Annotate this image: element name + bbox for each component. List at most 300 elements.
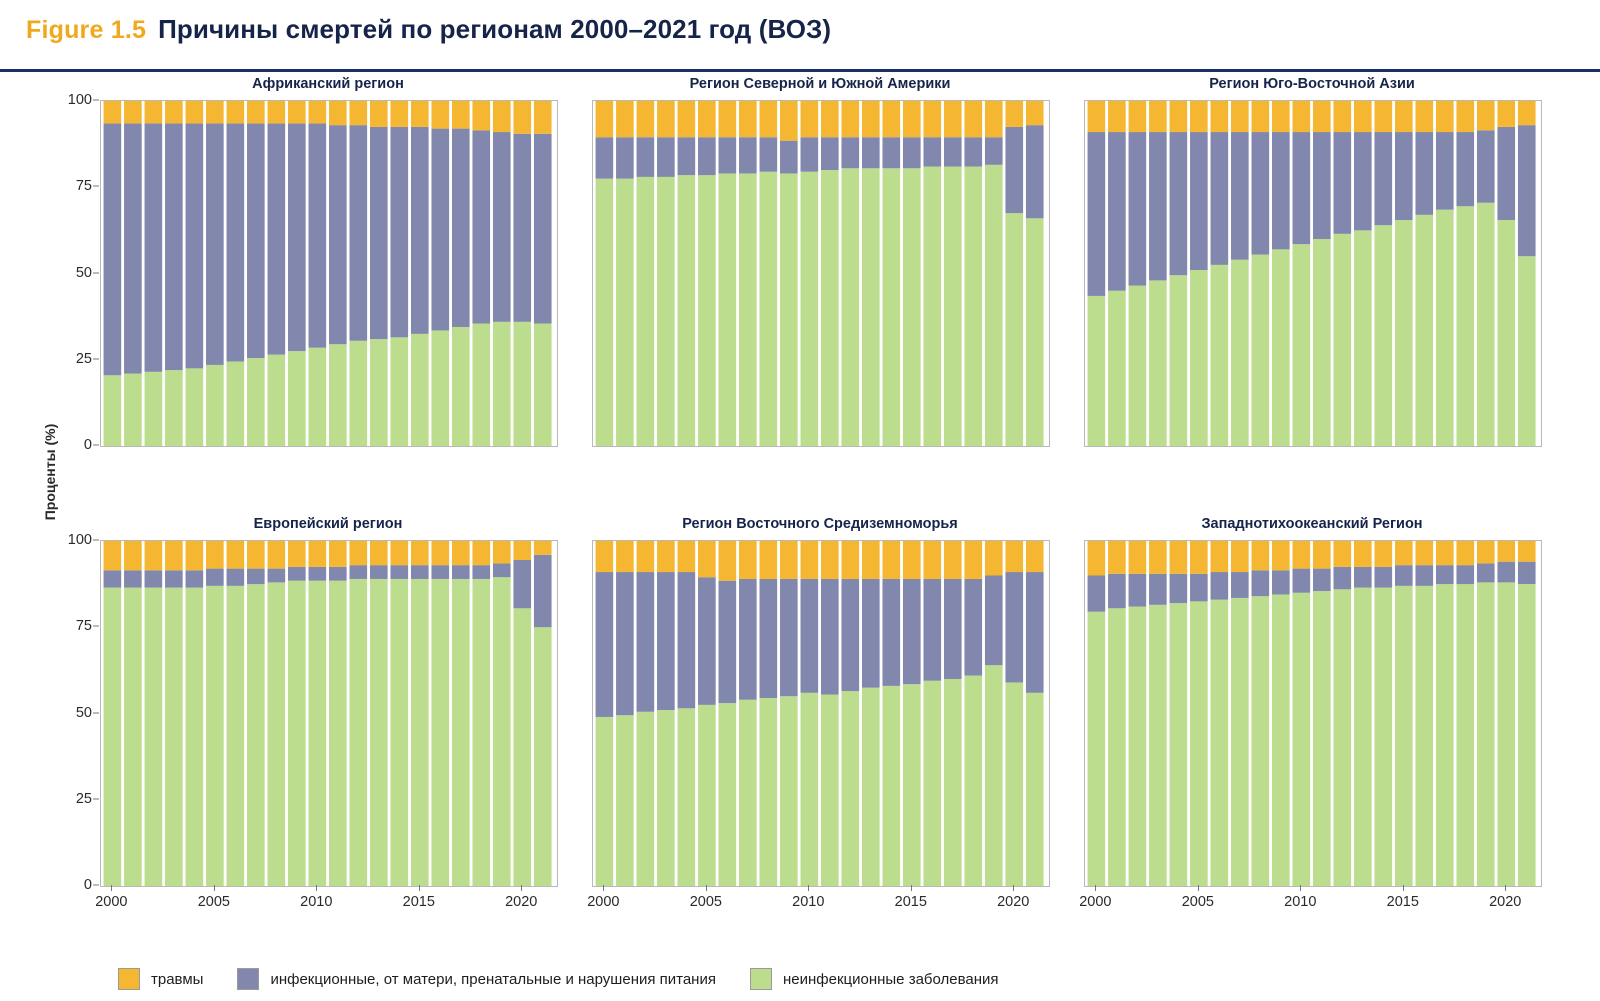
area-segment <box>780 141 798 174</box>
area-segment <box>1170 574 1188 603</box>
chart-panel-title: Западнотихоокеанский Регион <box>1201 516 1423 532</box>
area-segment <box>882 101 900 137</box>
area-segment <box>616 715 634 886</box>
x-axis-tick-mark <box>316 885 317 891</box>
area-segment <box>841 691 859 886</box>
area-segment <box>1518 541 1536 562</box>
area-segment <box>1436 565 1454 584</box>
chart-panel <box>1084 76 1540 445</box>
x-axis-tick-mark <box>1013 885 1014 891</box>
area-segment <box>964 137 982 166</box>
area-segment <box>1026 125 1044 218</box>
chart-plot-area <box>1084 100 1542 447</box>
area-segment <box>390 579 408 886</box>
area-segment <box>165 570 183 587</box>
area-segment <box>719 541 737 581</box>
area-segment <box>452 129 470 327</box>
area-segment <box>596 541 614 572</box>
area-segment <box>862 541 880 579</box>
area-segment <box>1293 593 1311 886</box>
y-axis-tick-label: 0 <box>83 877 92 893</box>
area-segment <box>801 137 819 172</box>
area-segment <box>985 137 1003 165</box>
area-segment <box>513 101 531 134</box>
chart-panel <box>1079 516 1540 910</box>
area-segment <box>1190 601 1208 886</box>
area-segment <box>227 569 245 586</box>
area-segment <box>1497 220 1515 446</box>
legend-item[interactable] <box>237 968 716 990</box>
area-segment <box>1374 567 1392 588</box>
area-segment <box>903 579 921 684</box>
area-segment <box>678 101 696 137</box>
area-segment <box>472 541 490 565</box>
area-segment <box>390 541 408 565</box>
area-segment <box>1354 588 1372 886</box>
area-segment <box>309 567 327 581</box>
area-segment <box>923 541 941 579</box>
area-segment <box>616 137 634 178</box>
area-segment <box>1395 565 1413 586</box>
area-segment <box>944 167 962 446</box>
area-segment <box>370 541 388 565</box>
legend-swatch-icon <box>750 968 772 990</box>
area-segment <box>1129 101 1147 132</box>
area-segment <box>944 137 962 166</box>
area-segment <box>1252 570 1270 596</box>
area-segment <box>411 565 429 579</box>
x-axis-tick-label: 2000 <box>95 894 128 910</box>
area-segment <box>124 588 142 886</box>
area-segment <box>493 577 511 886</box>
y-axis-tick-mark <box>93 100 99 101</box>
area-segment <box>760 698 778 886</box>
area-segment <box>1415 132 1433 215</box>
y-axis-tick-mark <box>93 798 99 799</box>
area-segment <box>390 127 408 337</box>
area-segment <box>411 579 429 886</box>
legend-item[interactable] <box>750 968 999 990</box>
area-segment <box>882 541 900 579</box>
area-segment <box>985 541 1003 576</box>
area-segment <box>801 693 819 886</box>
area-segment <box>431 330 449 446</box>
area-segment <box>431 101 449 129</box>
chart-panel-title: Европейский регион <box>253 516 403 532</box>
area-segment <box>534 627 552 886</box>
area-segment <box>370 339 388 446</box>
area-segment <box>1170 603 1188 886</box>
area-segment <box>657 572 675 710</box>
area-segment <box>616 101 634 137</box>
area-segment <box>616 541 634 572</box>
area-segment <box>1170 132 1188 275</box>
legend-swatch-icon <box>118 968 140 990</box>
area-segment <box>1129 607 1147 886</box>
area-segment <box>390 565 408 579</box>
area-segment <box>186 541 204 570</box>
area-segment <box>513 608 531 886</box>
area-segment <box>1456 206 1474 446</box>
area-segment <box>370 101 388 127</box>
area-segment <box>1005 213 1023 446</box>
area-segment <box>472 579 490 886</box>
area-segment <box>104 375 122 446</box>
chart-plot-area <box>592 540 1050 887</box>
area-segment <box>821 695 839 886</box>
area-segment <box>1252 255 1270 446</box>
area-segment <box>513 322 531 446</box>
area-segment <box>657 541 675 572</box>
area-segment <box>1477 203 1495 446</box>
area-segment <box>1252 101 1270 132</box>
area-segment <box>1497 127 1515 220</box>
area-segment <box>760 172 778 446</box>
area-segment <box>1211 541 1229 572</box>
area-segment <box>923 167 941 446</box>
area-segment <box>1108 608 1126 886</box>
area-segment <box>985 665 1003 886</box>
area-segment <box>452 579 470 886</box>
x-axis-tick-label: 2005 <box>1181 894 1214 910</box>
area-segment <box>186 101 204 123</box>
figure-title: Причины смертей по регионам 2000–2021 год (ВОЗ) <box>158 14 832 44</box>
area-segment <box>186 123 204 368</box>
area-segment <box>964 541 982 579</box>
area-segment <box>452 565 470 579</box>
area-segment <box>1231 132 1249 260</box>
x-axis-tick-label: 2020 <box>1489 894 1522 910</box>
area-segment <box>821 101 839 137</box>
area-segment <box>309 541 327 567</box>
area-segment <box>145 541 163 570</box>
area-segment <box>1272 132 1290 249</box>
area-segment <box>1497 541 1515 562</box>
area-segment <box>1477 101 1495 130</box>
area-segment <box>145 570 163 587</box>
area-segment <box>1272 541 1290 570</box>
area-segment <box>411 541 429 565</box>
area-segment <box>903 137 921 168</box>
area-segment <box>145 588 163 886</box>
legend-item-label: травмы <box>151 970 204 988</box>
x-axis-tick-label: 2000 <box>587 894 620 910</box>
area-segment <box>1108 132 1126 291</box>
x-axis-tick-label: 2015 <box>1386 894 1419 910</box>
area-segment <box>411 127 429 334</box>
area-segment <box>329 344 347 446</box>
area-segment <box>1211 572 1229 600</box>
y-axis-tick-label: 25 <box>75 350 92 367</box>
area-segment <box>678 175 696 446</box>
x-axis-tick-label: 2005 <box>689 894 722 910</box>
area-segment <box>1415 101 1433 132</box>
area-segment <box>247 541 265 569</box>
area-segment <box>1415 215 1433 446</box>
area-segment <box>1354 101 1372 132</box>
area-segment <box>1026 218 1044 446</box>
area-segment <box>186 368 204 446</box>
area-segment <box>1088 541 1106 576</box>
x-axis-tick-mark <box>111 885 112 891</box>
area-segment <box>268 582 286 886</box>
area-segment <box>1456 584 1474 886</box>
area-segment <box>268 569 286 583</box>
area-segment <box>370 579 388 886</box>
area-segment <box>1088 296 1106 446</box>
area-segment <box>472 101 490 130</box>
area-segment <box>780 541 798 579</box>
area-segment <box>698 705 716 886</box>
area-segment <box>1129 132 1147 286</box>
area-segment <box>657 137 675 177</box>
y-axis-tick-label: 75 <box>75 618 92 635</box>
area-segment <box>493 563 511 577</box>
chart-panel-title: Регион Юго-Восточной Азии <box>1209 76 1415 92</box>
area-segment <box>1477 541 1495 563</box>
area-segment <box>329 567 347 581</box>
chart-plot-area <box>100 540 558 887</box>
area-segment <box>390 101 408 127</box>
area-segment <box>1272 570 1290 594</box>
area-segment <box>1456 101 1474 132</box>
area-segment <box>247 584 265 886</box>
area-segment <box>801 541 819 579</box>
chart-plot-area <box>1084 540 1542 887</box>
area-segment <box>739 101 757 137</box>
area-segment <box>493 541 511 563</box>
area-segment <box>719 173 737 446</box>
x-axis-tick-label: 2005 <box>197 894 230 910</box>
area-segment <box>1518 562 1536 584</box>
area-segment <box>780 579 798 696</box>
area-segment <box>923 137 941 166</box>
chart-legend <box>118 968 999 990</box>
area-segment <box>206 569 224 586</box>
area-segment <box>1211 101 1229 132</box>
area-segment <box>1293 101 1311 132</box>
area-segment <box>104 123 122 375</box>
area-segment <box>268 541 286 569</box>
area-segment <box>1088 576 1106 612</box>
area-segment <box>1477 582 1495 886</box>
area-segment <box>1436 132 1454 210</box>
area-segment <box>1313 569 1331 591</box>
legend-item-label: инфекционные, от матери, пренатальные и нарушения питания <box>270 970 716 988</box>
x-axis-tick-label: 2020 <box>997 894 1030 910</box>
area-segment <box>1456 132 1474 206</box>
area-segment <box>1415 565 1433 586</box>
area-segment <box>1354 567 1372 588</box>
area-segment <box>472 565 490 579</box>
area-segment <box>596 137 614 178</box>
area-segment <box>1456 541 1474 565</box>
area-segment <box>247 569 265 585</box>
area-segment <box>227 541 245 569</box>
area-segment <box>534 101 552 134</box>
area-segment <box>1415 541 1433 565</box>
area-segment <box>452 541 470 565</box>
area-segment <box>493 322 511 446</box>
area-segment <box>206 101 224 123</box>
area-segment <box>431 565 449 579</box>
area-segment <box>862 168 880 446</box>
y-axis-tick-mark <box>93 540 99 541</box>
area-segment <box>801 172 819 446</box>
area-segment <box>821 579 839 695</box>
area-segment <box>370 127 388 339</box>
area-segment <box>882 686 900 886</box>
area-segment <box>104 101 122 123</box>
area-segment <box>801 101 819 137</box>
area-segment <box>923 681 941 886</box>
area-segment <box>1374 541 1392 567</box>
area-segment <box>349 341 367 446</box>
area-segment <box>841 137 859 168</box>
y-axis-tick-mark <box>93 712 99 713</box>
x-axis-tick-mark <box>1198 885 1199 891</box>
x-axis-tick-mark <box>706 885 707 891</box>
area-segment <box>288 567 306 581</box>
area-segment <box>288 541 306 567</box>
chart-container <box>0 72 1600 1001</box>
legend-item[interactable] <box>118 968 203 990</box>
area-segment <box>534 134 552 324</box>
area-segment <box>1005 127 1023 213</box>
area-segment <box>145 123 163 371</box>
area-segment <box>493 132 511 322</box>
area-segment <box>760 101 778 137</box>
area-segment <box>760 541 778 579</box>
area-segment <box>698 175 716 446</box>
area-segment <box>1129 286 1147 446</box>
area-segment <box>1333 234 1351 446</box>
area-segment <box>739 541 757 579</box>
chart-panel <box>587 516 1048 910</box>
area-segment <box>637 541 655 572</box>
area-segment <box>719 581 737 703</box>
area-segment <box>472 324 490 446</box>
area-segment <box>841 101 859 137</box>
y-axis-tick-mark <box>93 445 99 446</box>
y-axis-tick-mark <box>93 358 99 359</box>
area-segment <box>1252 132 1270 254</box>
y-axis-tick-label: 50 <box>75 264 92 281</box>
area-segment <box>227 361 245 446</box>
area-segment <box>534 324 552 446</box>
x-axis-tick-label: 2010 <box>300 894 333 910</box>
y-axis-tick-mark <box>93 272 99 273</box>
area-segment <box>944 101 962 137</box>
area-segment <box>1088 132 1106 296</box>
x-axis-tick-mark <box>521 885 522 891</box>
area-segment <box>678 137 696 175</box>
area-segment <box>964 101 982 137</box>
chart-panel <box>67 76 556 453</box>
chart-panel <box>67 516 556 910</box>
area-segment <box>1395 220 1413 446</box>
x-axis-tick-label: 2020 <box>505 894 538 910</box>
area-segment <box>596 179 614 446</box>
area-segment <box>288 581 306 886</box>
x-axis-tick-mark <box>911 885 912 891</box>
area-segment <box>1293 541 1311 569</box>
area-segment <box>760 137 778 172</box>
area-segment <box>1026 541 1044 572</box>
area-segment <box>1395 132 1413 220</box>
area-segment <box>124 374 142 446</box>
area-segment <box>1436 584 1454 886</box>
x-axis-tick-mark <box>1505 885 1506 891</box>
area-segment <box>1333 589 1351 886</box>
area-segment <box>1026 101 1044 125</box>
area-segment <box>1293 569 1311 593</box>
area-segment <box>349 101 367 125</box>
area-segment <box>165 101 183 123</box>
y-axis-tick-label: 50 <box>75 704 92 721</box>
area-segment <box>349 541 367 565</box>
area-segment <box>1313 101 1331 132</box>
area-segment <box>903 168 921 446</box>
area-segment <box>329 101 347 125</box>
area-segment <box>985 101 1003 137</box>
area-segment <box>472 130 490 323</box>
area-segment <box>390 337 408 446</box>
area-segment <box>964 579 982 676</box>
area-segment <box>513 541 531 560</box>
area-segment <box>288 123 306 351</box>
area-segment <box>431 579 449 886</box>
area-segment <box>1374 101 1392 132</box>
legend-swatch-icon <box>237 968 259 990</box>
y-axis-tick-label: 75 <box>75 178 92 195</box>
area-segment <box>882 168 900 446</box>
area-segment <box>1231 101 1249 132</box>
area-segment <box>1149 605 1167 886</box>
x-axis-tick-label: 2010 <box>1284 894 1317 910</box>
area-segment <box>637 137 655 177</box>
area-segment <box>1354 541 1372 567</box>
area-segment <box>637 101 655 137</box>
area-segment <box>637 572 655 712</box>
area-segment <box>1293 132 1311 244</box>
area-segment <box>268 101 286 123</box>
area-segment <box>411 334 429 446</box>
area-segment <box>1005 572 1023 682</box>
area-segment <box>698 577 716 705</box>
area-segment <box>1313 132 1331 239</box>
y-axis-tick-label: 100 <box>67 532 92 548</box>
area-segment <box>309 123 327 347</box>
x-axis-tick-mark <box>1403 885 1404 891</box>
area-segment <box>739 173 757 446</box>
area-segment <box>944 579 962 679</box>
area-segment <box>882 137 900 168</box>
area-segment <box>1497 101 1515 127</box>
area-segment <box>1211 600 1229 886</box>
area-segment <box>1395 541 1413 565</box>
area-segment <box>862 101 880 137</box>
area-segment <box>1354 230 1372 446</box>
area-segment <box>1088 101 1106 132</box>
area-segment <box>1456 565 1474 584</box>
x-axis-tick-mark <box>1095 885 1096 891</box>
area-segment <box>1497 562 1515 583</box>
area-segment <box>206 586 224 886</box>
area-segment <box>165 588 183 886</box>
area-segment <box>1170 275 1188 446</box>
area-segment <box>206 365 224 446</box>
